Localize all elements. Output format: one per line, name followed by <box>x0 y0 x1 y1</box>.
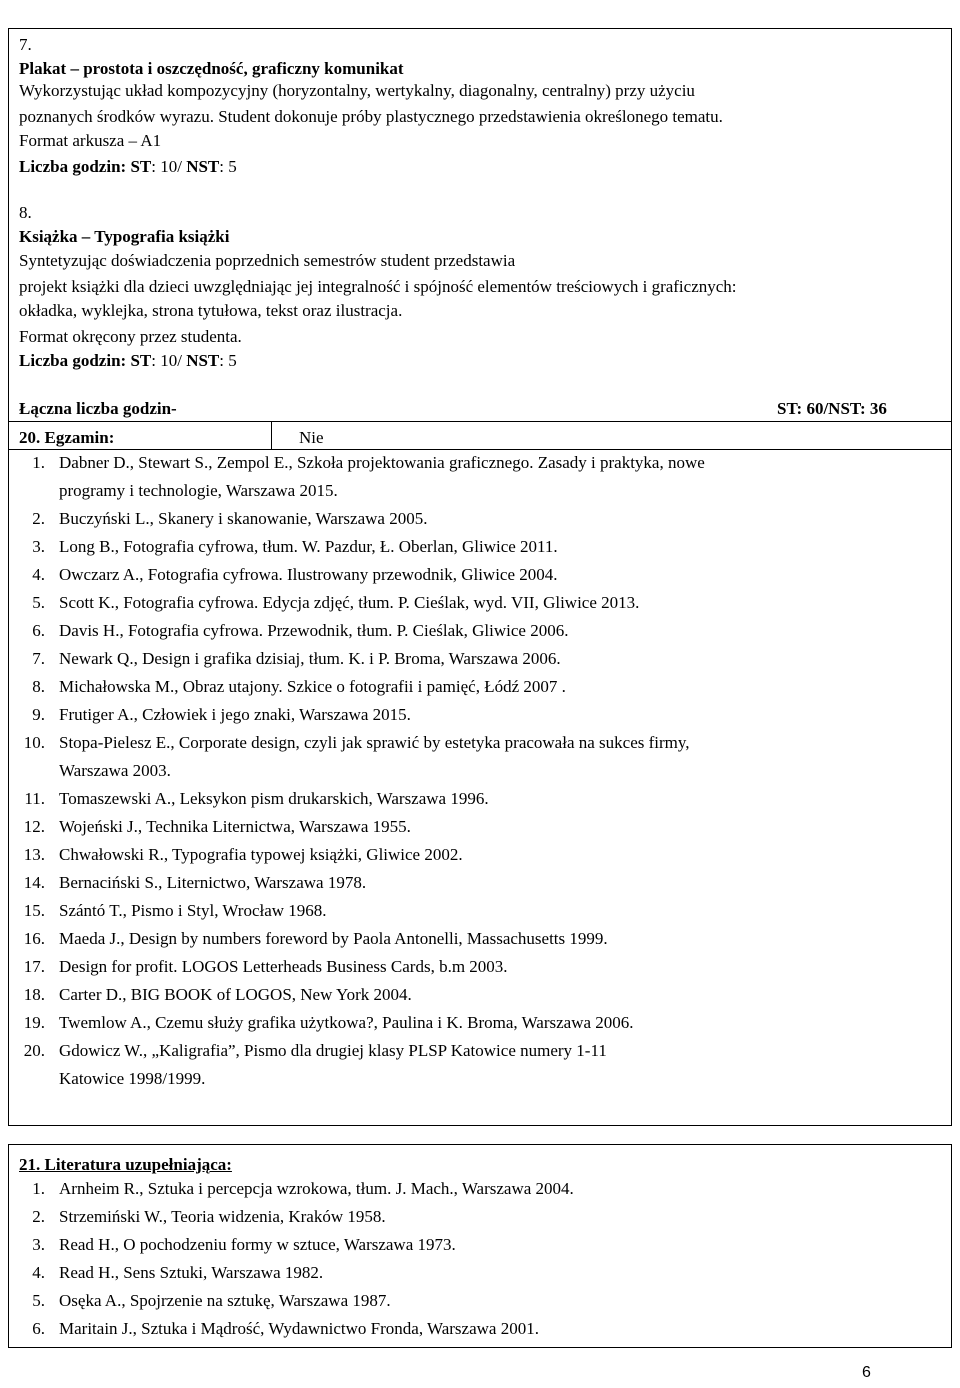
supplementary-item-number: 4. <box>32 1263 45 1282</box>
literature-item-text: Twemlow A., Czemu służy grafika użytkowa?, Paulina i K. Broma, Warszawa 2006. <box>59 1013 634 1032</box>
section-7-line: Wykorzystując układ kompozycyjny (horyzontalny, wertykalny, diagonalny, centralny) przy użyciu <box>19 81 695 100</box>
hours-value: : 10/ <box>151 157 187 176</box>
literature-item-number: 5. <box>32 593 45 612</box>
literature-item-text: Frutiger A., Człowiek i jego znaki, Warszawa 2015. <box>59 705 411 724</box>
section-8-line: Syntetyzując doświadczenia poprzednich semestrów student przedstawia <box>19 251 516 270</box>
hours-value: : 10/ <box>151 351 187 370</box>
supplementary-item-text: Arnheim R., Sztuka i percepcja wzrokowa, tłum. J. Mach., Warszawa 2004. <box>59 1179 574 1198</box>
literature-item-number: 15. <box>23 901 45 920</box>
supplementary-item-text: Strzemiński W., Teoria widzenia, Kraków 1958. <box>59 1207 386 1226</box>
hours-nst-label: NST <box>186 351 220 370</box>
literature-item-number: 4. <box>32 565 45 584</box>
exam-row-top-border <box>9 421 951 422</box>
literature-item-text: Buczyński L., Skanery i skanowanie, Warszawa 2005. <box>59 509 428 528</box>
section-8-number: 8. <box>19 203 32 222</box>
literature-item-text: Long B., Fotografia cyfrowa, tłum. W. Pazdur, Ł. Oberlan, Gliwice 2011. <box>59 537 558 556</box>
section-8-title: Książka – Typografia książki <box>19 227 230 246</box>
supplementary-item-number: 2. <box>32 1207 45 1226</box>
literature-item-text: Tomaszewski A., Leksykon pism drukarskich, Warszawa 1996. <box>59 789 489 808</box>
section-7-hours <box>19 157 237 177</box>
literature-item-text: Gdowicz W., „Kaligrafia”, Pismo dla drugiej klasy PLSP Katowice numery 1-11 <box>59 1041 607 1060</box>
syllabus-content-box <box>8 28 952 1126</box>
literature-item-text: Davis H., Fotografia cyfrowa. Przewodnik, tłum. P. Cieślak, Gliwice 2006. <box>59 621 569 640</box>
supplementary-item-text: Osęka A., Spojrzenie na sztukę, Warszawa 1987. <box>59 1291 391 1310</box>
literature-item-text: Maeda J., Design by numbers foreword by Paola Antonelli, Massachusetts 1999. <box>59 929 608 948</box>
literature-item-number: 6. <box>32 621 45 640</box>
literature-item-text: Szántó T., Pismo i Styl, Wrocław 1968. <box>59 901 327 920</box>
literature-item-number: 7. <box>32 649 45 668</box>
exam-label: 20. Egzamin: <box>19 428 115 447</box>
supplementary-item-number: 6. <box>32 1319 45 1338</box>
section-8-hours <box>19 351 237 371</box>
supplementary-item-number: 1. <box>32 1179 45 1198</box>
supplementary-item-text: Read H., Sens Sztuki, Warszawa 1982. <box>59 1263 324 1282</box>
hours-label: Liczba godzin: ST <box>19 351 152 370</box>
literature-item-number: 11. <box>24 789 45 808</box>
literature-item-number: 1. <box>32 453 45 472</box>
literature-item-text: Katowice 1998/1999. <box>59 1069 206 1088</box>
page-number: 6 <box>862 1364 871 1381</box>
literature-item-number: 13. <box>23 845 45 864</box>
literature-item-number: 20. <box>23 1041 45 1060</box>
hours-nst-label: NST <box>186 157 220 176</box>
exam-row-divider <box>271 421 272 449</box>
literature-item-text: Carter D., BIG BOOK of LOGOS, New York 2004. <box>59 985 412 1004</box>
literature-item-text: Warszawa 2003. <box>59 761 171 780</box>
literature-item-number: 19. <box>23 1013 45 1032</box>
section-8-line: okładka, wyklejka, strona tytułowa, tekst oraz ilustracja. <box>19 301 403 320</box>
literature-item-text: Scott K., Fotografia cyfrowa. Edycja zdjęć, tłum. P. Cieślak, wyd. VII, Gliwice 2013. <box>59 593 640 612</box>
literature-item-text: Dabner D., Stewart S., Zempol E., Szkoła projektowania graficznego. Zasady i praktyka, nowe <box>59 453 705 472</box>
literature-item-number: 14. <box>23 873 45 892</box>
literature-item-number: 16. <box>23 929 45 948</box>
literature-item-number: 2. <box>32 509 45 528</box>
literature-item-text: Bernaciński S., Liternictwo, Warszawa 1978. <box>59 873 367 892</box>
literature-item-number: 12. <box>23 817 45 836</box>
literature-item-text: Wojeński J., Technika Liternictwa, Warszawa 1955. <box>59 817 411 836</box>
section-7-line: Format arkusza – A1 <box>19 131 162 150</box>
section-8-line: Format okręcony przez studenta. <box>19 327 242 346</box>
literature-item-number: 18. <box>23 985 45 1004</box>
supplementary-literature-box <box>8 1144 952 1348</box>
literature-item-number: 9. <box>32 705 45 724</box>
total-hours-value: ST: 60/NST: 36 <box>777 399 887 418</box>
hours-nst-value: : 5 <box>219 351 237 370</box>
literature-item-number: 3. <box>32 537 45 556</box>
section-7-number: 7. <box>19 35 32 54</box>
literature-item-number: 17. <box>23 957 45 976</box>
total-hours-label: Łączna liczba godzin- <box>19 399 177 418</box>
section-8-line: projekt książki dla dzieci uwzględniając jej integralność i spójność elementów treściowych i graficznych: <box>19 277 737 296</box>
literature-item-text: Michałowska M., Obraz utajony. Szkice o fotografii i pamięć, Łódź 2007 . <box>59 677 566 696</box>
section-7-title: Plakat – prostota i oszczędność, graficzny komunikat <box>19 59 404 78</box>
literature-item-text: Newark Q., Design i grafika dzisiaj, tłum. K. i P. Broma, Warszawa 2006. <box>59 649 561 668</box>
supplementary-item-text: Read H., O pochodzeniu formy w sztuce, Warszawa 1973. <box>59 1235 456 1254</box>
literature-item-number: 8. <box>32 677 45 696</box>
supplementary-item-text: Maritain J., Sztuka i Mądrość, Wydawnictwo Fronda, Warszawa 2001. <box>59 1319 539 1338</box>
literature-item-text: Owczarz A., Fotografia cyfrowa. Ilustrowany przewodnik, Gliwice 2004. <box>59 565 558 584</box>
exam-value: Nie <box>299 428 324 447</box>
supplementary-title: 21. Literatura uzupełniająca: <box>19 1155 232 1174</box>
literature-item-text: Design for profit. LOGOS Letterheads Business Cards, b.m 2003. <box>59 957 508 976</box>
supplementary-item-number: 3. <box>32 1235 45 1254</box>
hours-nst-value: : 5 <box>219 157 237 176</box>
section-7-line: poznanych środków wyrazu. Student dokonuje próby plastycznego przedstawienia określonego tematu. <box>19 107 723 126</box>
supplementary-item-number: 5. <box>32 1291 45 1310</box>
hours-label: Liczba godzin: ST <box>19 157 152 176</box>
exam-row-bottom-border <box>9 449 951 450</box>
literature-item-text: Stopa-Pielesz E., Corporate design, czyli jak sprawić by estetyka pracowała na sukces firmy, <box>59 733 690 752</box>
literature-item-text: Chwałowski R., Typografia typowej książki, Gliwice 2002. <box>59 845 463 864</box>
literature-item-number: 10. <box>23 733 45 752</box>
literature-item-text: programy i technologie, Warszawa 2015. <box>59 481 338 500</box>
